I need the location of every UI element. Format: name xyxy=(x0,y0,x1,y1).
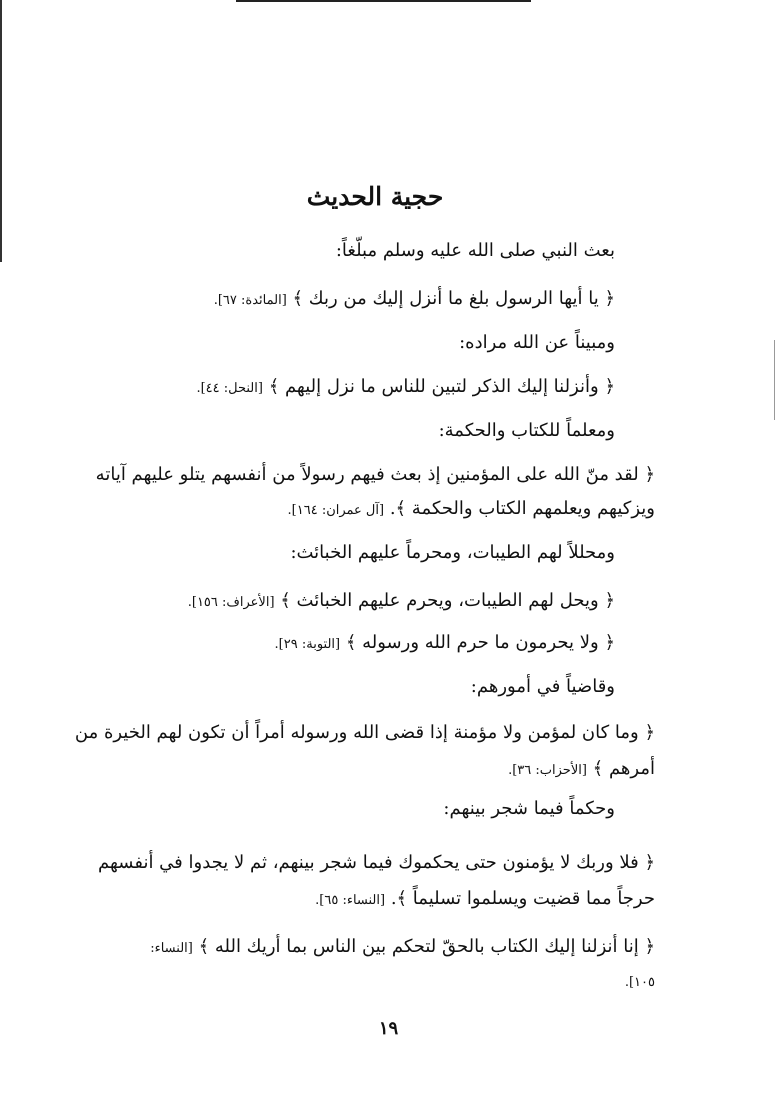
quran-verse-line xyxy=(95,886,655,914)
quran-verse-line xyxy=(95,850,655,876)
quran-verse-line xyxy=(95,588,655,616)
text-line xyxy=(95,540,655,566)
line-text: ﴿ إنا أنزلنا إليك الكتاب بالحقّ لتحكم بين الناس بما أريك الله ﴾ xyxy=(198,936,655,957)
text-line xyxy=(95,796,655,822)
line-text: ومعلماً للكتاب والحكمة: xyxy=(438,420,615,441)
line-text: ﴿ ويحل لهم الطيبات، ويحرم عليهم الخبائث ﴾ xyxy=(280,590,615,611)
verse-reference: [الأحزاب: ٣٦]. xyxy=(508,763,587,778)
quran-verse-line xyxy=(95,286,655,314)
verse-reference: [التوبة: ٢٩]. xyxy=(274,637,341,652)
line-text: ﴿ لقد منّ الله على المؤمنين إذ بعث فيهم رسولاً من أنفسهم يتلو عليهم آياته xyxy=(95,464,655,485)
line-text: وحكماً فيما شجر بينهم: xyxy=(443,798,615,819)
verse-reference: [النحل: ٤٤]. xyxy=(196,381,263,396)
page-number: ١٩ xyxy=(378,1018,399,1039)
text-line xyxy=(95,330,655,356)
verse-reference: [النساء: xyxy=(150,941,193,956)
quran-verse-line xyxy=(95,496,655,524)
left-scan-edge xyxy=(0,0,2,262)
line-text: ﴿ فلا وربك لا يؤمنون حتى يحكموك فيما شجر بينهم، ثم لا يجدوا في أنفسهم xyxy=(98,852,655,873)
text-line xyxy=(95,238,655,264)
text-line xyxy=(95,674,655,700)
quran-verse-line xyxy=(95,630,655,658)
line-text: ومحللاً لهم الطيبات، ومحرماً عليهم الخبائث: xyxy=(290,542,615,563)
line-text: حرجاً مما قضيت ويسلموا تسليماً ﴾. xyxy=(390,888,655,909)
verse-reference: [النساء: ٦٥]. xyxy=(315,893,386,908)
quran-verse-line xyxy=(95,756,655,784)
line-text: ﴿ ولا يحرمون ما حرم الله ورسوله ﴾ xyxy=(345,632,615,653)
quran-verse-line xyxy=(95,374,655,402)
verse-reference: [الأعراف: ١٥٦]. xyxy=(187,595,275,610)
verse-reference: ١٠٥]. xyxy=(624,975,655,990)
quran-verse-line xyxy=(95,934,655,962)
line-text: ويزكيهم ويعلمهم الكتاب والحكمة ﴾. xyxy=(389,498,655,519)
right-scan-edge xyxy=(774,340,775,420)
verse-reference: [آل عمران: ١٦٤]. xyxy=(287,503,385,518)
quran-verse-line xyxy=(74,720,655,746)
top-rule xyxy=(236,0,531,2)
line-text: ومبيناً عن الله مراده: xyxy=(459,332,615,353)
quran-verse-line xyxy=(95,968,655,996)
text-line xyxy=(95,418,655,444)
page-title: حجية الحديث xyxy=(306,182,444,211)
quran-verse-line xyxy=(95,462,655,488)
line-text: ﴿ وما كان لمؤمن ولا مؤمنة إذا قضى الله ورسوله أمراً أن تكون لهم الخيرة من xyxy=(74,722,655,743)
verse-reference: [المائدة: ٦٧]. xyxy=(213,293,287,308)
line-text: وقاضياً في أمورهم: xyxy=(470,676,615,697)
line-text: بعث النبي صلى الله عليه وسلم مبلّغاً: xyxy=(335,240,615,261)
line-text: أمرهم ﴾ xyxy=(592,758,655,779)
line-text: ﴿ وأنزلنا إليك الذكر لتبين للناس ما نزل إليهم ﴾ xyxy=(268,376,615,397)
line-text: ﴿ يا أيها الرسول بلغ ما أنزل إليك من ربك ﴾ xyxy=(292,288,615,309)
